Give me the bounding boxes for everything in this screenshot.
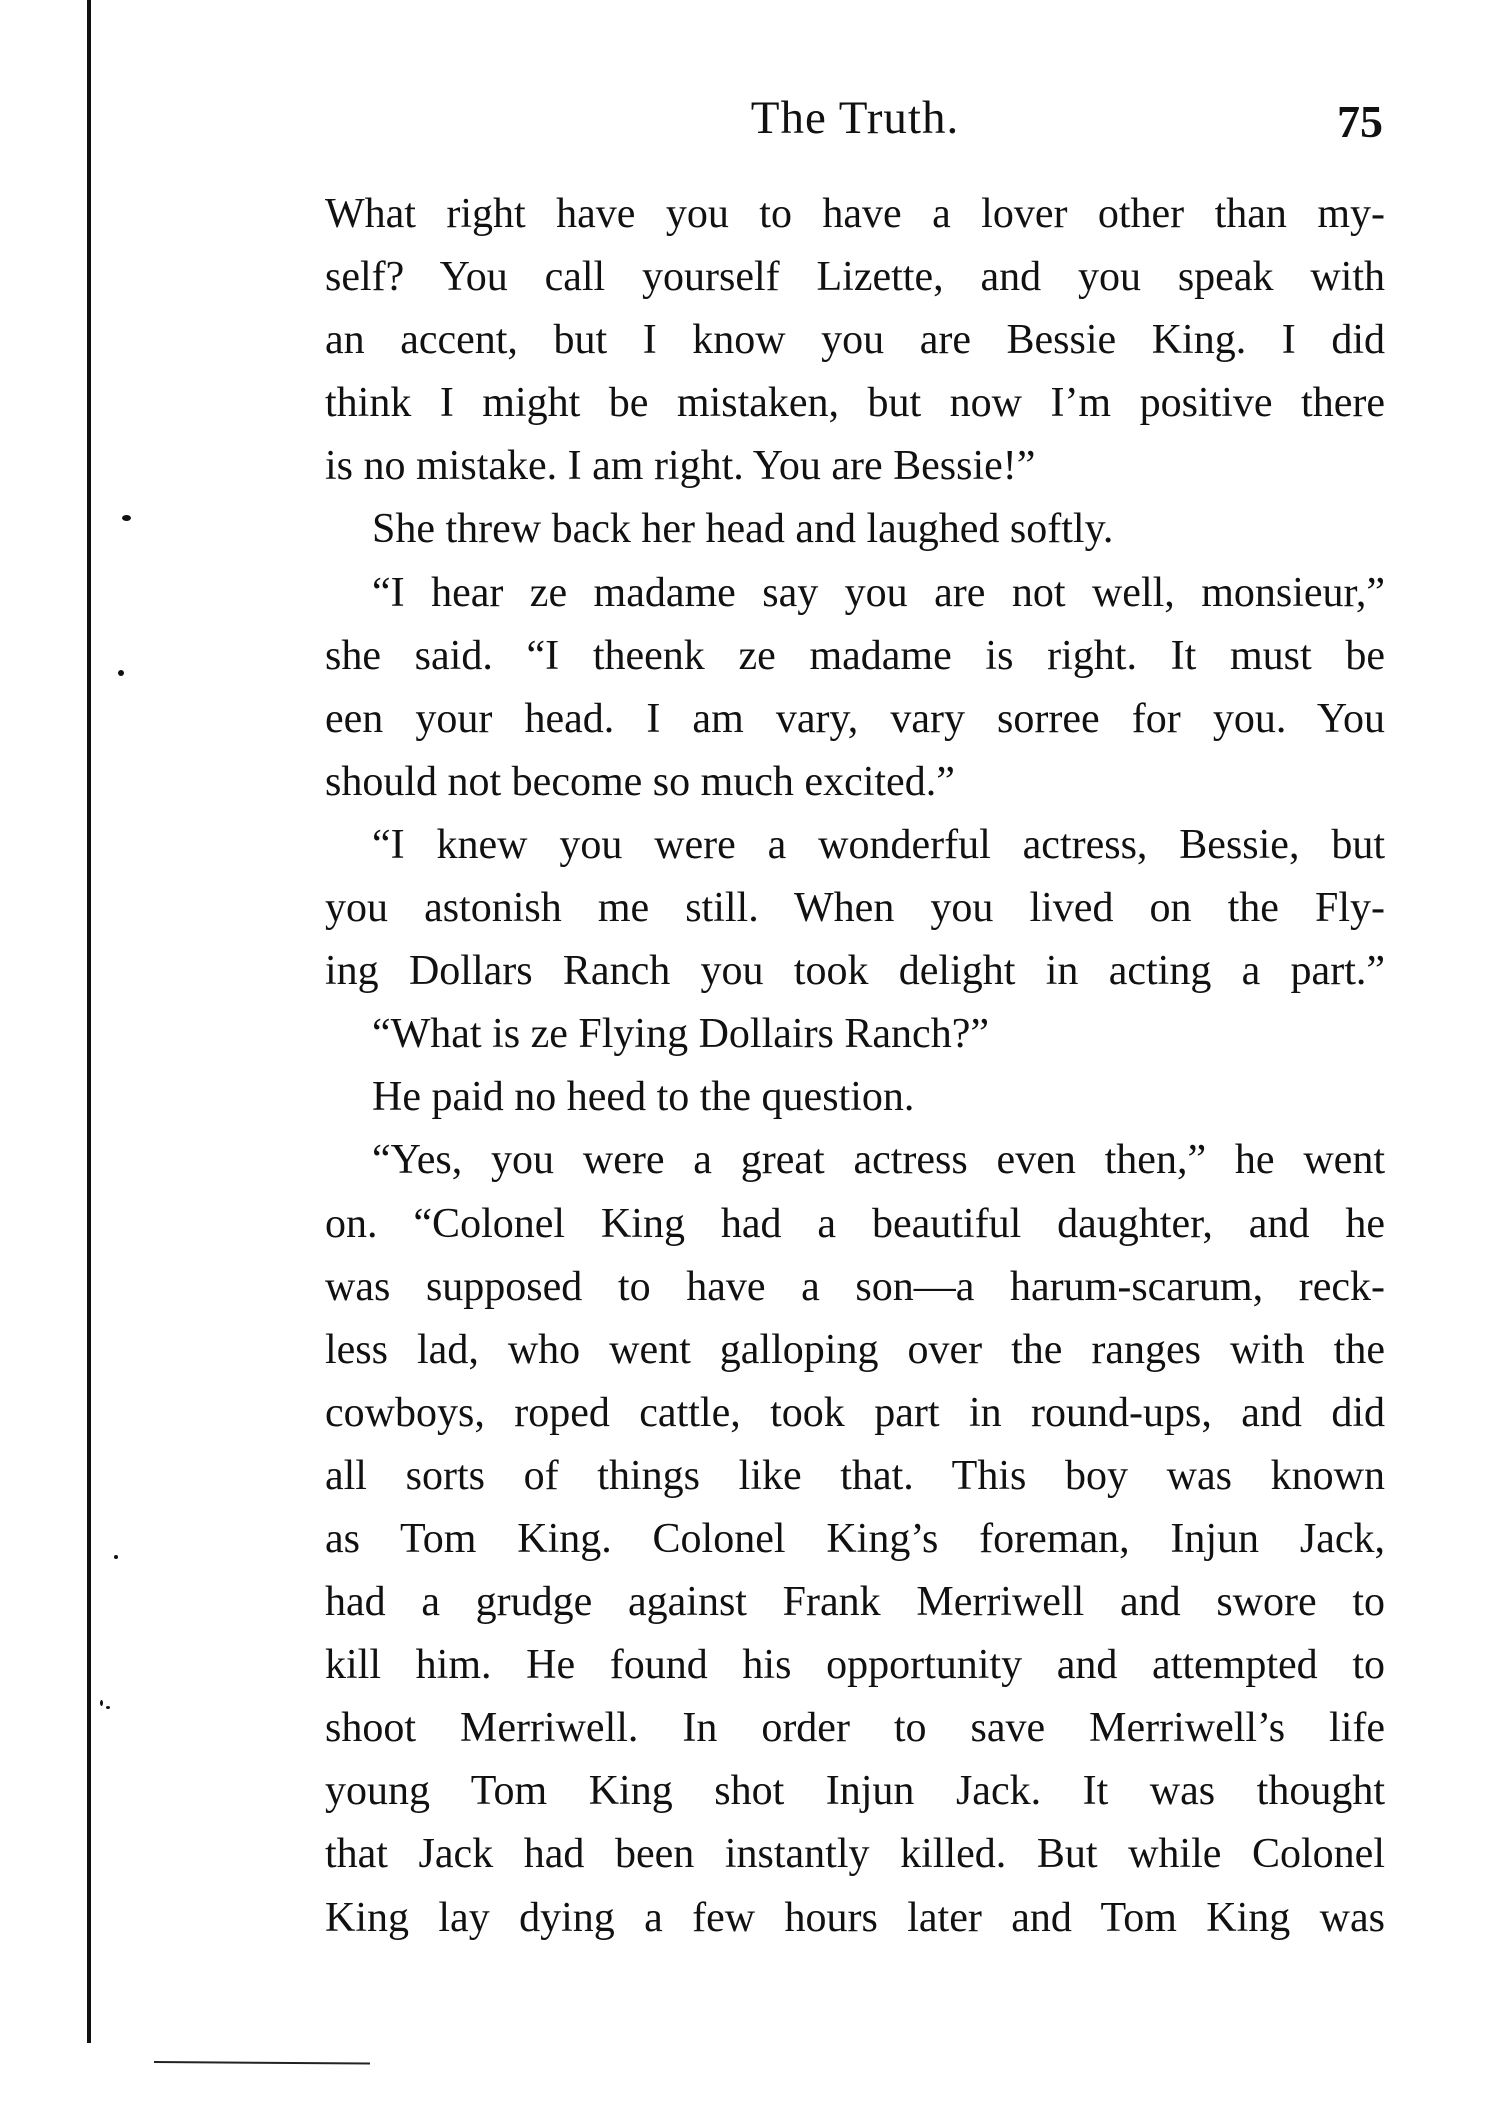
text-line: she said. “I theenk ze madame is right. It must be [325, 632, 1385, 679]
text-line: kill him. He found his opportunity and attempted to [325, 1642, 1385, 1689]
body-text [325, 183, 1385, 1950]
text-line: He paid no heed to the question. [372, 1074, 915, 1121]
text-line: She threw back her head and laughed softly. [372, 506, 1114, 553]
text-line: was supposed to have a son—a harum-scarum, reck- [325, 1263, 1385, 1310]
running-head [325, 88, 1385, 148]
text-line: King lay dying a few hours later and Tom King was [325, 1894, 1385, 1941]
text-line: all sorts of things like that. This boy was known [325, 1452, 1385, 1499]
text-line: less lad, who went galloping over the ranges with the [325, 1326, 1385, 1373]
text-line: on. “Colonel King had a beautiful daughter, and he [325, 1200, 1385, 1247]
footer-rule [154, 2061, 370, 2065]
scan-speck [118, 670, 124, 676]
text-line: ing Dollars Ranch you took delight in acting a part.” [325, 948, 1385, 995]
text-line: should not become so much excited.” [325, 758, 955, 805]
running-title: The Truth. [750, 92, 960, 144]
text-line: self? You call yourself Lizette, and you speak with [325, 254, 1385, 301]
text-line: as Tom King. Colonel King’s foreman, Injun Jack, [325, 1515, 1385, 1562]
text-line: is no mistake. I am right. You are Bessie!” [325, 443, 1036, 490]
binding-edge-rule [87, 0, 91, 2043]
text-line: cowboys, roped cattle, took part in round-ups, and did [325, 1389, 1385, 1436]
text-line: What right have you to have a lover other than my- [325, 191, 1385, 237]
text-line: “I hear ze madame say you are not well, monsieur,” [372, 569, 1385, 616]
text-line: an accent, but I know you are Bessie King. I did [325, 317, 1385, 364]
scan-speck [100, 1700, 103, 1706]
text-line: “Yes, you were a great actress even then,” he went [372, 1137, 1385, 1184]
page-number: 75 [1337, 96, 1383, 147]
text-line: “What is ze Flying Dollairs Ranch?” [372, 1011, 989, 1058]
text-line: that Jack had been instantly killed. But while Colonel [325, 1831, 1385, 1878]
text-line: een your head. I am vary, vary sorree for you. You [325, 695, 1385, 742]
text-line: “I knew you were a wonderful actress, Bessie, but [372, 821, 1385, 868]
text-line: shoot Merriwell. In order to save Merriwell’s life [325, 1705, 1385, 1752]
scan-speck [114, 1555, 118, 1559]
scan-speck [122, 515, 131, 521]
text-line: think I might be mistaken, but now I’m positive there [325, 380, 1385, 427]
text-line: young Tom King shot Injun Jack. It was thought [325, 1768, 1385, 1815]
text-line: had a grudge against Frank Merriwell and swore to [325, 1579, 1385, 1626]
scan-speck [106, 1706, 110, 1709]
text-line: you astonish me still. When you lived on the Fly- [325, 885, 1385, 932]
